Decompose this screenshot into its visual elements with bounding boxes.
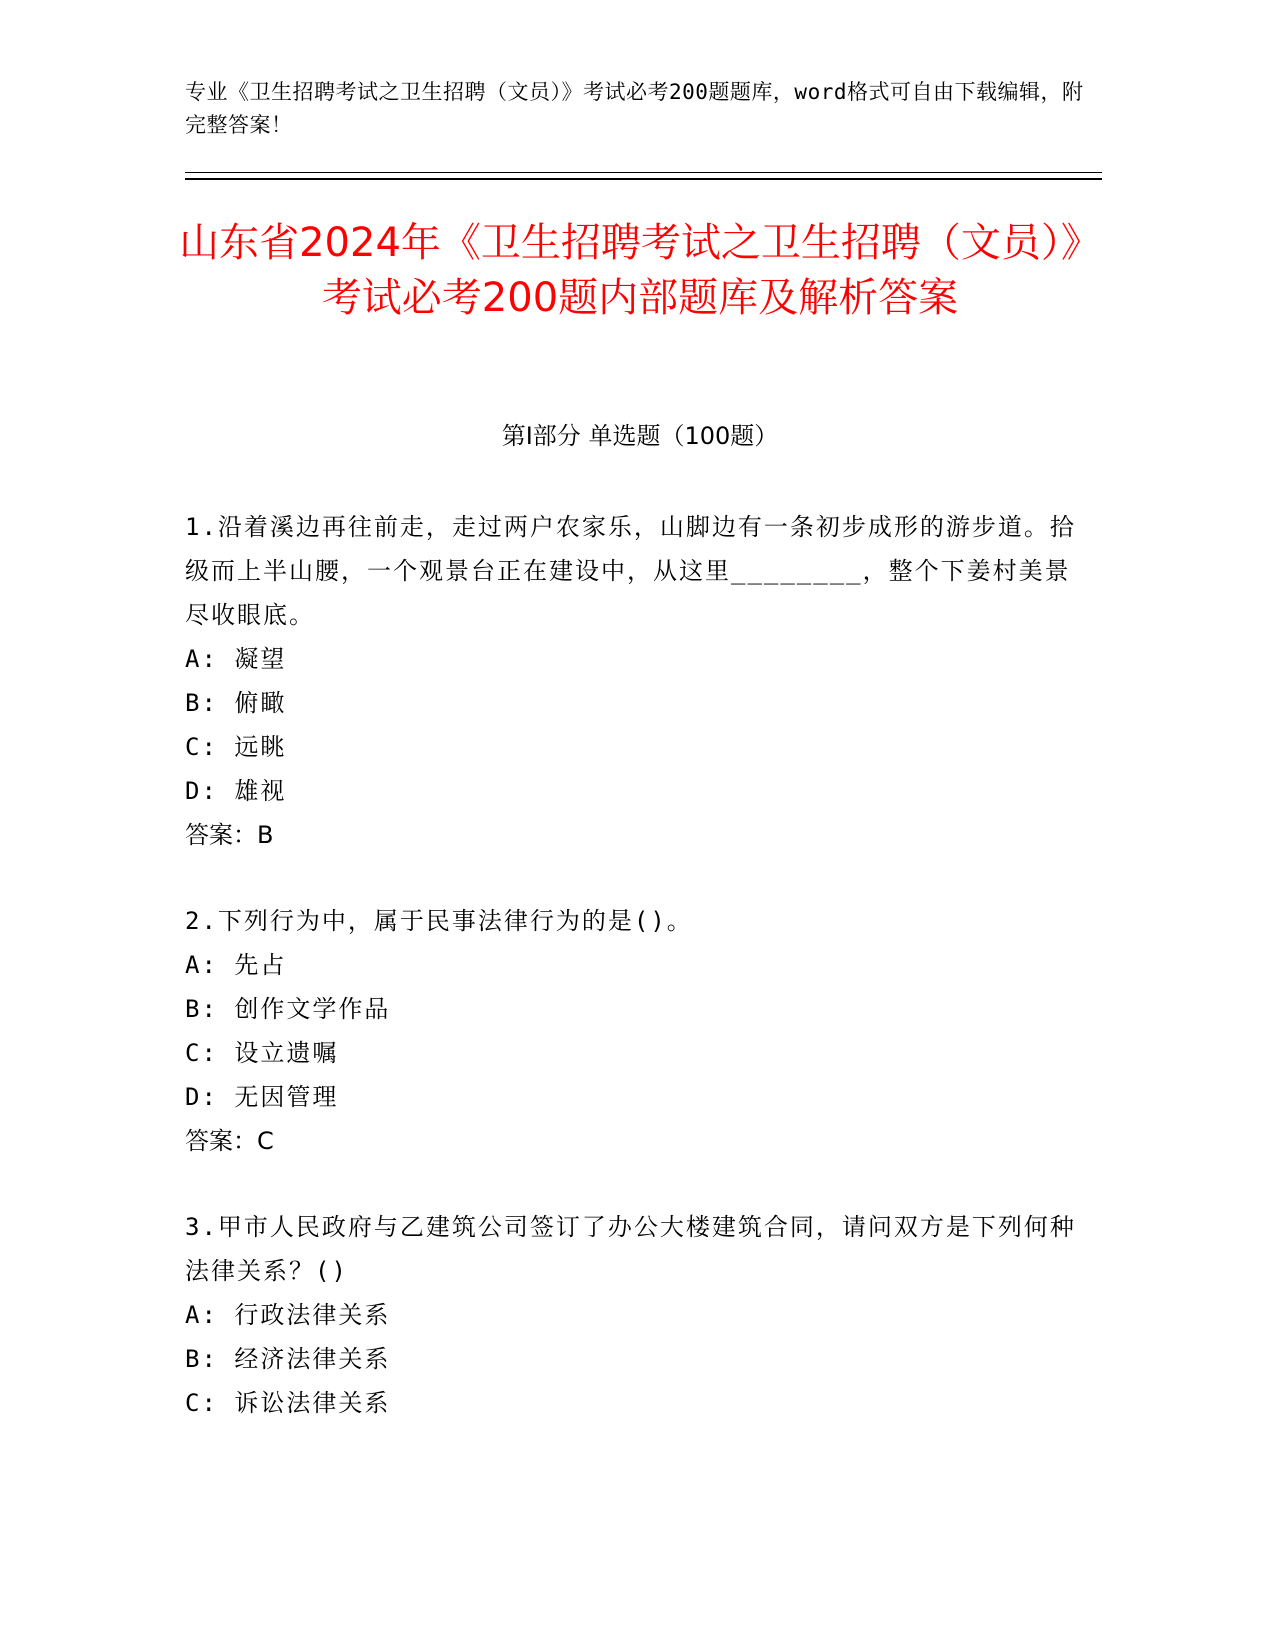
answer-line: 答案：C <box>185 1127 274 1155</box>
question-stem: 3.甲市人民政府与乙建筑公司签订了办公大楼建筑合同，请问双方是下列何种法律关系？() <box>185 1213 1076 1285</box>
answer-line: 答案：B <box>185 821 274 849</box>
section-heading: 第Ⅰ部分 单选题（100题） <box>501 422 779 450</box>
question-stem: 2.下列行为中，属于民事法律行为的是()。 <box>185 907 693 935</box>
option-a: A: 先占 <box>185 951 287 979</box>
question-list <box>185 505 1095 1467</box>
question-stem: 1.沿着溪边再往前走，走过两户农家乐，山脚边有一条初步成形的游步道。拾级而上半山腰，一个观景台正在建设中，从这里________，整个下姜村美景尽收眼底。 <box>185 513 1076 629</box>
option-a: A: 行政法律关系 <box>185 1301 391 1329</box>
option-c: C: 远眺 <box>185 733 287 761</box>
document-title: 山东省2024年《卫生招聘考试之卫生招聘（文员）》考试必考200题内部题库及解析答案 <box>179 220 1101 321</box>
question-2 <box>185 899 1095 1163</box>
option-d: D: 雄视 <box>185 777 287 805</box>
option-b: B: 创作文学作品 <box>185 995 391 1023</box>
header-note: 专业《卫生招聘考试之卫生招聘（文员）》考试必考200题题库，word格式可自由下载编辑，附完整答案！ <box>185 80 1084 137</box>
option-d: D: 无因管理 <box>185 1083 339 1111</box>
option-c: C: 诉讼法律关系 <box>185 1389 391 1417</box>
option-c: C: 设立遗嘱 <box>185 1039 339 1067</box>
header-rule-thick <box>185 178 1102 180</box>
option-b: B: 经济法律关系 <box>185 1345 391 1373</box>
question-1 <box>185 505 1095 857</box>
option-a: A: 凝望 <box>185 645 287 673</box>
option-b: B: 俯瞰 <box>185 689 287 717</box>
question-3 <box>185 1205 1095 1425</box>
header-rule-thin <box>185 172 1102 173</box>
